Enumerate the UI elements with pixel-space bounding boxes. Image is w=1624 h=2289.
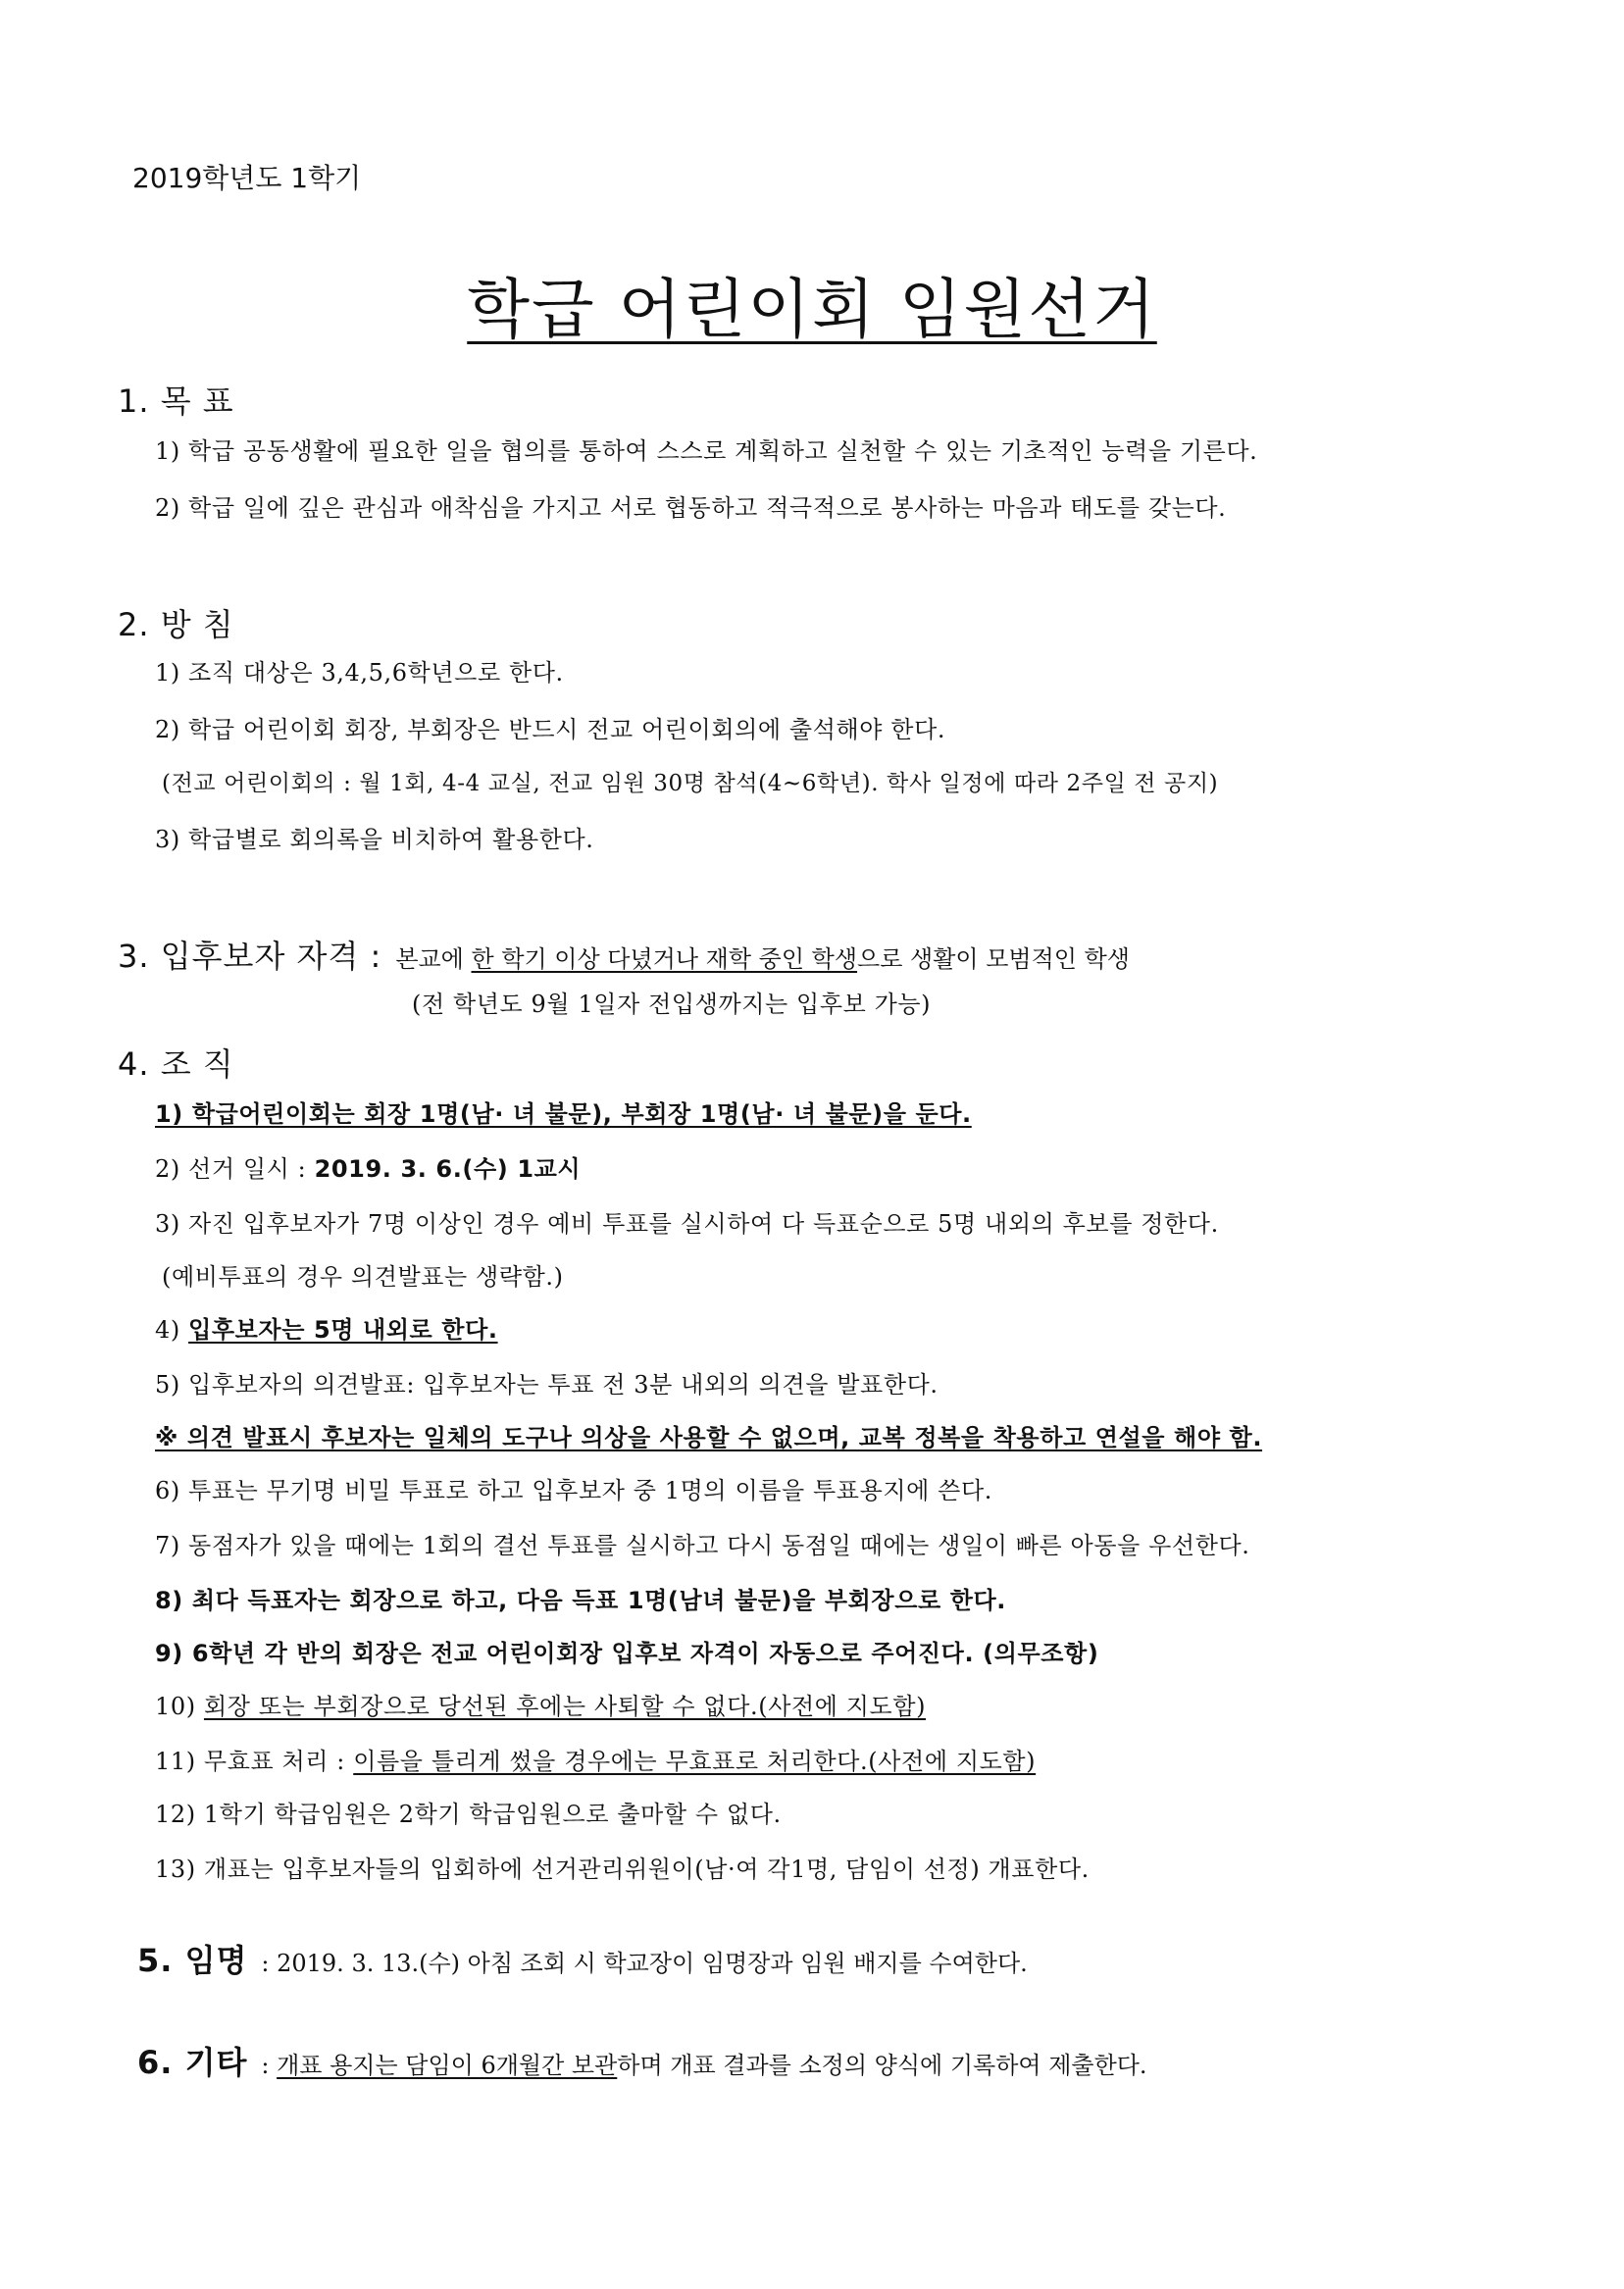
policy-item-3: 3) 학급별로 회의록을 비치하여 활용한다. (155, 826, 594, 853)
policy-item-2: 2) 학급 어린이회 회장, 부회장은 반드시 전교 어린이회의에 출석해야 한다. (155, 716, 946, 743)
page-title: 학급 어린이회 임원선거 (467, 272, 1157, 347)
organization-item-9: 9) 6학년 각 반의 회장은 전교 어린이회장 입후보 자격이 자동으로 주어진다. (의무조항) (155, 1640, 1099, 1667)
organization-item-6: 6) 투표는 무기명 비밀 투표로 하고 입후보자 중 1명의 이름을 투표용지에 쓴다. (155, 1477, 992, 1504)
organization-item-7: 7) 동점자가 있을 때에는 1회의 결선 투표를 실시하고 다시 동점일 때에는 생일이 빠른 아동을 우선한다. (155, 1532, 1250, 1559)
section-eligibility-heading: 3. 입후보자 자격 : 본교에 한 학기 이상 다녔거나 재학 중인 학생으로 생활이 모범적인 학생 (118, 938, 1130, 975)
section-organization-heading: 4. 조 직 (118, 1045, 234, 1083)
organization-item-10: 10) 회장 또는 부회장으로 당선된 후에는 사퇴할 수 없다.(사전에 지도함) (155, 1693, 927, 1720)
organization-item-5: 5) 입후보자의 의견발표: 입후보자는 투표 전 3분 내외의 의견을 발표한다. (155, 1371, 939, 1399)
section-goal-heading: 1. 목 표 (118, 382, 234, 420)
organization-item-3: 3) 자진 입후보자가 7명 이상인 경우 예비 투표를 실시하여 다 득표순으로 5명 내외의 후보를 정한다. (155, 1210, 1219, 1238)
goal-item-1: 1) 학급 공동생활에 필요한 일을 협의를 통하여 스스로 계획하고 실천할 수 있는 기초적인 능력을 기른다. (155, 437, 1258, 465)
semester-label: 2019학년도 1학기 (132, 162, 362, 194)
organization-item-12: 12) 1학기 학급임원은 2학기 학급임원으로 출마할 수 없다. (155, 1801, 782, 1828)
organization-item-2: 2) 선거 일시 : 2019. 3. 6.(수) 1교시 (155, 1155, 582, 1183)
section-appointment: 5. 임명 : 2019. 3. 13.(수) 아침 조회 시 학교장이 임명장과 임원 배지를 수여한다. (137, 1942, 1028, 1979)
policy-item-2-note: (전교 어린이회의 : 월 1회, 4-4 교실, 전교 임원 30명 참석(4~6학년). 학사 일정에 따라 2주일 전 공지) (162, 771, 1219, 796)
goal-item-2: 2) 학급 일에 깊은 관심과 애착심을 가지고 서로 협동하고 적극적으로 봉사하는 마음과 태도를 갖는다. (155, 494, 1227, 522)
organization-item-3-note: (예비투표의 경우 의견발표는 생략함.) (162, 1263, 564, 1291)
section-policy-heading: 2. 방 침 (118, 606, 234, 643)
eligibility-note: (전 학년도 9월 1일자 전입생까지는 입후보 가능) (412, 991, 932, 1018)
policy-item-1: 1) 조직 대상은 3,4,5,6학년으로 한다. (155, 659, 564, 687)
organization-notice: ※ 의견 발표시 후보자는 일체의 도구나 의상을 사용할 수 없으며, 교복 정복을 착용하고 연설을 해야 함. (155, 1424, 1263, 1451)
organization-item-11: 11) 무효표 처리 : 이름을 틀리게 썼을 경우에는 무효표로 처리한다.(사전에 지도함) (155, 1748, 1037, 1775)
organization-item-1: 1) 학급어린이회는 회장 1명(남· 녀 불문), 부회장 1명(남· 녀 불문)을 둔다. (155, 1100, 972, 1128)
organization-item-4: 4) 입후보자는 5명 내외로 한다. (155, 1316, 498, 1344)
section-other: 6. 기타 : 개표 용지는 담임이 6개월간 보관하며 개표 결과를 소정의 양식에 기록하여 제출한다. (137, 2044, 1147, 2081)
organization-item-13: 13) 개표는 입후보자들의 입회하에 선거관리위원이(남·여 각1명, 담임이 선정) 개표한다. (155, 1856, 1090, 1883)
organization-item-8: 8) 최다 득표자는 회장으로 하고, 다음 득표 1명(남녀 불문)을 부회장으로 한다. (155, 1587, 1007, 1614)
